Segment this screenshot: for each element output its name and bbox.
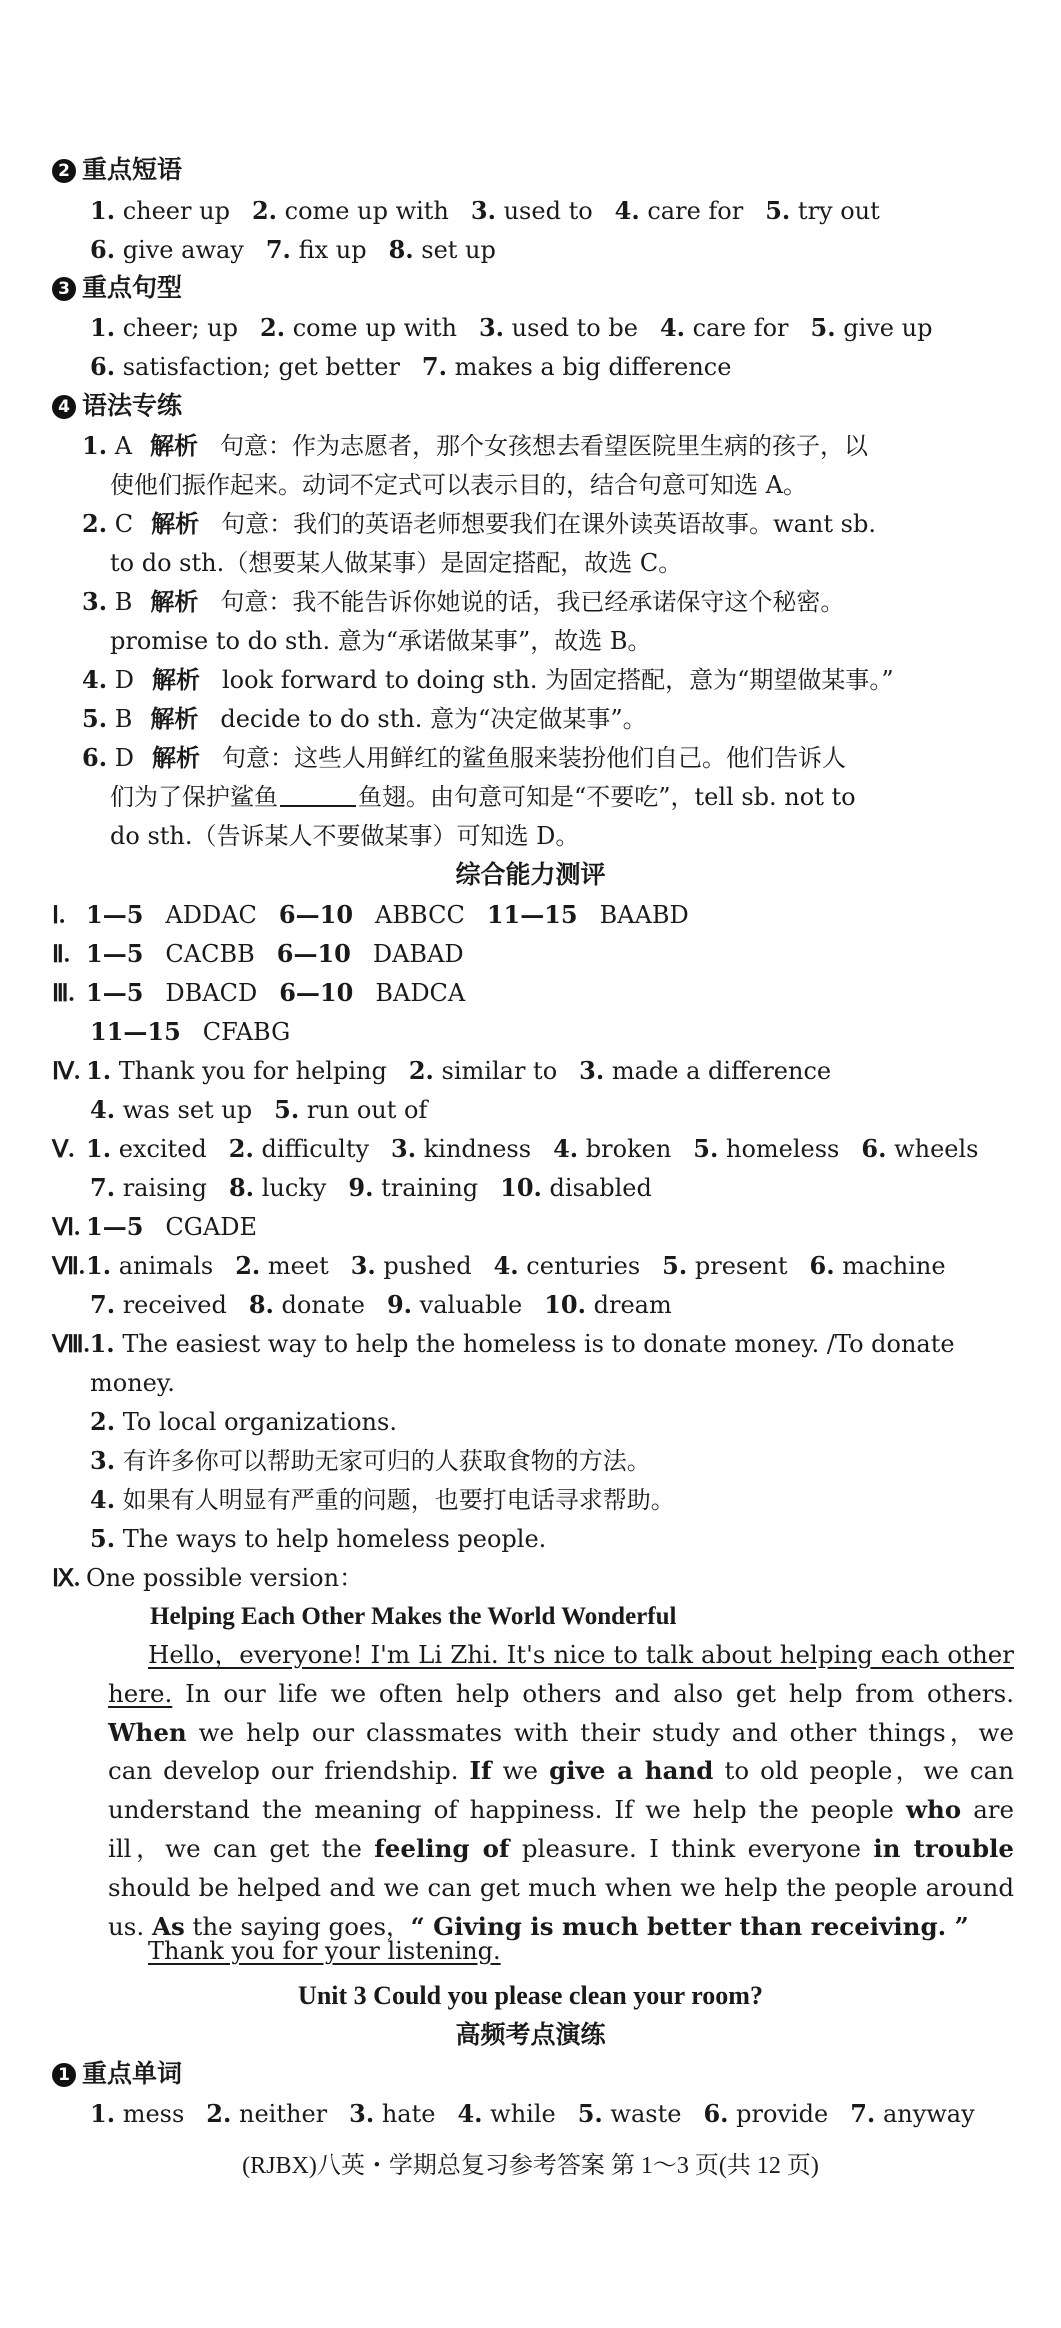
sentences-row-2: 6. satisfaction; get better 7. makes a big difference: [90, 352, 732, 381]
test-part-V-line-1: Ⅴ. 1. excited 2. difficulty 3. kindness 4. broken 5. homeless 6. wheels: [52, 1134, 979, 1163]
test-part-III-line-2: 11—15 CFABG: [90, 1017, 291, 1046]
test-part-VII-line-1: Ⅶ.1. animals 2. meet 3. pushed 4. centuries 5. present 6. machine: [52, 1251, 946, 1280]
grammar-item-3-line-2: promise to do sth. 意为“承诺做某事”，故选 B。: [110, 627, 652, 655]
words-row-1: 1. mess 2. neither 3. hate 4. while 5. waste 6. provide 7. anyway: [90, 2099, 975, 2128]
section-title: 重点短语: [82, 155, 183, 184]
section-heading-phrases: [52, 152, 182, 188]
essay-title: Helping Each Other Makes the World Wonderful: [150, 1603, 677, 1630]
phrases-row-1: 1. cheer up 2. come up with 3. used to 4. care for 5. try out: [90, 196, 880, 225]
test-part-VIII-item-5: 5. The ways to help homeless people.: [90, 1524, 547, 1553]
test-part-VIII-item-4: 4. 如果有人明显有严重的问题，也要打电话寻求帮助。: [90, 1485, 675, 1514]
test-part-VIII-item-3: 3. 有许多你可以帮助无家可归的人获取食物的方法。: [90, 1446, 651, 1475]
sentences-row-1: 1. cheer; up 2. come up with 3. used to be 4. care for 5. give up: [90, 313, 933, 342]
grammar-item-2-line-1: 2. C 解析 句意：我们的英语老师想要我们在课外读英语故事。want sb.: [82, 509, 876, 538]
section-title: 重点单词: [82, 2059, 183, 2088]
page-footer: (RJBX)八英・学期总复习参考答案 第 1～3 页(共 12 页): [242, 2153, 819, 2179]
grammar-item-2-line-2: to do sth.（想要某人做某事）是固定搭配，故选 C。: [110, 549, 683, 577]
test-part-VIII-item-1-line-2: money.: [90, 1369, 175, 1397]
grammar-item-5: 5. B 解析 decide to do sth. 意为“决定做某事”。: [82, 704, 647, 733]
fill-blank: [280, 783, 356, 807]
test-part-I: Ⅰ. 1—5 ADDAC 6—10 ABBCC 11—15 BAABD: [52, 900, 689, 929]
grammar-item-6-line-3: do sth.（告诉某人不要做某事）可知选 D。: [110, 822, 580, 850]
test-part-VIII-item-2: 2. To local organizations.: [90, 1407, 397, 1436]
section-number-badge: 3: [52, 277, 76, 301]
section-heading-grammar: [52, 388, 182, 424]
grammar-item-6-line-2: 们为了保护鲨鱼 鱼翅。由句意可知是“不要吃”，tell sb. not to: [110, 783, 856, 811]
section-number-badge: 2: [52, 159, 76, 183]
test-part-VII-line-2: 7. received 8. donate 9. valuable 10. dream: [90, 1290, 672, 1319]
essay-paragraph-2: Thank you for your listening.: [148, 1937, 501, 1965]
grammar-item-3-line-1: 3. B 解析 句意：我不能告诉你她说的话，我已经承诺保守这个秘密。: [82, 587, 845, 616]
unit-title: Unit 3 Could you please clean your room?: [298, 1981, 763, 2010]
unit-subtitle: 高频考点演练: [455, 2020, 606, 2049]
section-heading-words: [52, 2056, 182, 2092]
section-heading-sentences: [52, 270, 182, 306]
test-part-III-line-1: Ⅲ. 1—5 DBACD 6—10 BADCA: [52, 978, 466, 1007]
section-number-badge: 4: [52, 395, 76, 419]
grammar-item-4: 4. D 解析 look forward to doing sth. 为固定搭配，意为“期望做某事。”: [82, 665, 894, 694]
test-title: 综合能力测评: [455, 860, 606, 889]
section-number-badge: 1: [52, 2063, 76, 2087]
test-part-VI: Ⅵ. 1—5 CGADE: [52, 1212, 258, 1241]
grammar-item-6-line-1: 6. D 解析 句意：这些人用鲜红的鲨鱼服来装扮他们自己。他们告诉人: [82, 743, 846, 772]
test-part-II: Ⅱ. 1—5 CACBB 6—10 DABAD: [52, 939, 464, 968]
grammar-item-1-line-1: 1. A 解析 句意：作为志愿者，那个女孩想去看望医院里生病的孩子，以: [82, 431, 869, 460]
test-part-IV-line-1: Ⅳ. 1. Thank you for helping 2. similar to 3. made a difference: [52, 1056, 832, 1085]
section-title: 语法专练: [82, 391, 183, 420]
essay-paragraph-1: Hello，everyone! I'm Li Zhi. It's nice to talk about helping each other here. In our life we often help others and also get help from others. When we help our classmates with their study and other things，we can develop our friendship. If we give a hand to old people，we can understand the meaning of happiness. If we help the people who are ill，we can get the feeling of pleasure. I think everyone in trouble should be helped and we can get much when we help the people around us. As the saying goes，“ Giving is much better than receiving. ”: [108, 1640, 1015, 1941]
test-part-IX-intro: Ⅸ. One possible version：: [52, 1564, 364, 1592]
grammar-item-1-line-2: 使他们振作起来。动词不定式可以表示目的，结合句意可知选 A。: [110, 471, 807, 499]
phrases-row-2: 6. give away 7. fix up 8. set up: [90, 235, 496, 264]
test-part-V-line-2: 7. raising 8. lucky 9. training 10. disabled: [90, 1173, 652, 1202]
test-part-IV-line-2: 4. was set up 5. run out of: [90, 1095, 428, 1124]
section-title: 重点句型: [82, 273, 183, 302]
test-part-VIII-item-1-line-1: Ⅷ.1. The easiest way to help the homeless is to donate money. /To donate: [52, 1329, 955, 1358]
